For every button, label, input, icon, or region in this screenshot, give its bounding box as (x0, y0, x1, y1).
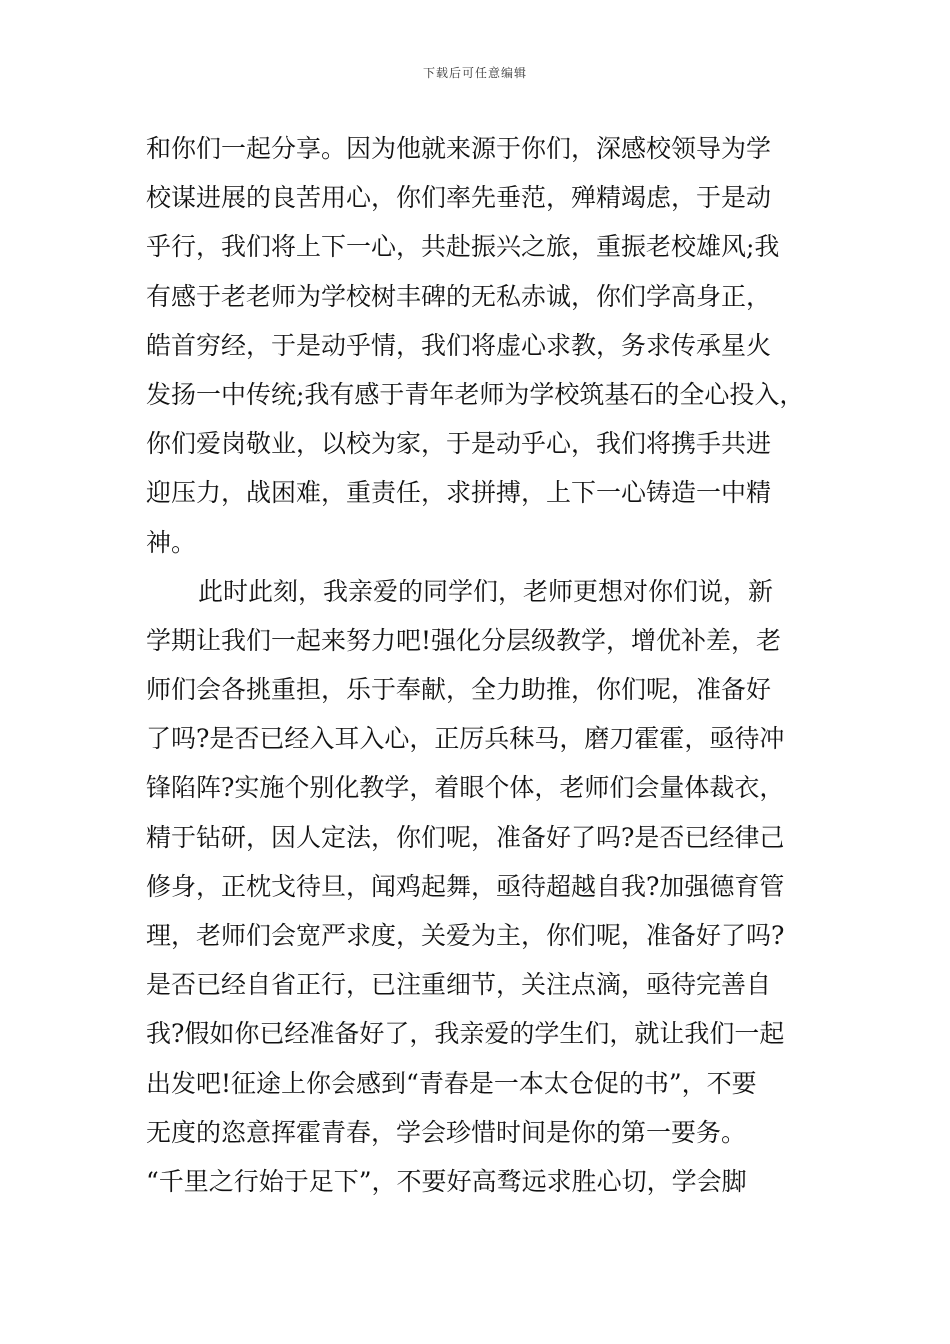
document-body (146, 124, 826, 1206)
text-line: 发扬一中传统;我有感于青年老师为学校筑基石的全心投入， (146, 379, 805, 409)
text-line: 了吗?是否已经入耳入心，正厉兵秣马，磨刀霍霍，亟待冲 (146, 724, 785, 754)
text-line: 师们会各挑重担，乐于奉献，全力助推，你们呢，准备好 (146, 675, 772, 705)
text-line: “千里之行始于足下”，不要好高骛远求胜心切，学会脚 (146, 1166, 747, 1196)
text-line: 我?假如你已经准备好了，我亲爱的学生们，就让我们一起 (146, 1019, 785, 1049)
text-line: 此时此刻，我亲爱的同学们，老师更想对你们说，新 (198, 576, 774, 606)
text-line: 有感于老老师为学校树丰碑的无私赤诚，你们学高身正， (146, 281, 772, 311)
text-line: 锋陷阵?实施个别化教学，着眼个体，老师们会量体裁衣， (146, 773, 785, 803)
text-line: 皓首穷经，于是动乎情，我们将虚心求教，务求传承星火 (146, 330, 772, 360)
page-header: 下载后可任意编辑 (422, 66, 527, 80)
text-line: 校谋进展的良苦用心，你们率先垂范，殚精竭虑，于是动 (146, 183, 772, 213)
text-line: 乎行，我们将上下一心，共赴振兴之旅，重振老校雄风;我 (146, 232, 780, 262)
text-line: 学期让我们一起来努力吧!强化分层级教学，增优补差，老 (146, 625, 782, 655)
text-line: 你们爱岗敬业，以校为家，于是动乎心，我们将携手共进 (146, 429, 772, 459)
text-line: 精于钻研，因人定法，你们呢，准备好了吗?是否已经律己 (146, 822, 785, 852)
text-line: 和你们一起分享。因为他就来源于你们，深感校领导为学 (146, 134, 772, 163)
paragraph-2 (146, 567, 826, 1206)
text-line: 出发吧!征途上你会感到“青春是一本太仓促的书”，不要 (146, 1068, 757, 1098)
text-line: 神。 (146, 527, 197, 557)
text-line: 修身，正枕戈待旦，闻鸡起舞，亟待超越自我?加强德育管 (146, 871, 785, 901)
text-line: 无度的恣意挥霍青春，学会珍惜时间是你的第一要务。 (146, 1117, 747, 1147)
paragraph-1 (146, 124, 826, 567)
text-line: 是否已经自省正行，已注重细节，关注点滴，亟待完善自 (146, 970, 772, 1000)
text-line: 理，老师们会宽严求度，关爱为主，你们呢，准备好了吗? (146, 921, 785, 950)
text-line: 迎压力，战困难，重责任，求拼搏，上下一心铸造一中精 (146, 478, 772, 508)
